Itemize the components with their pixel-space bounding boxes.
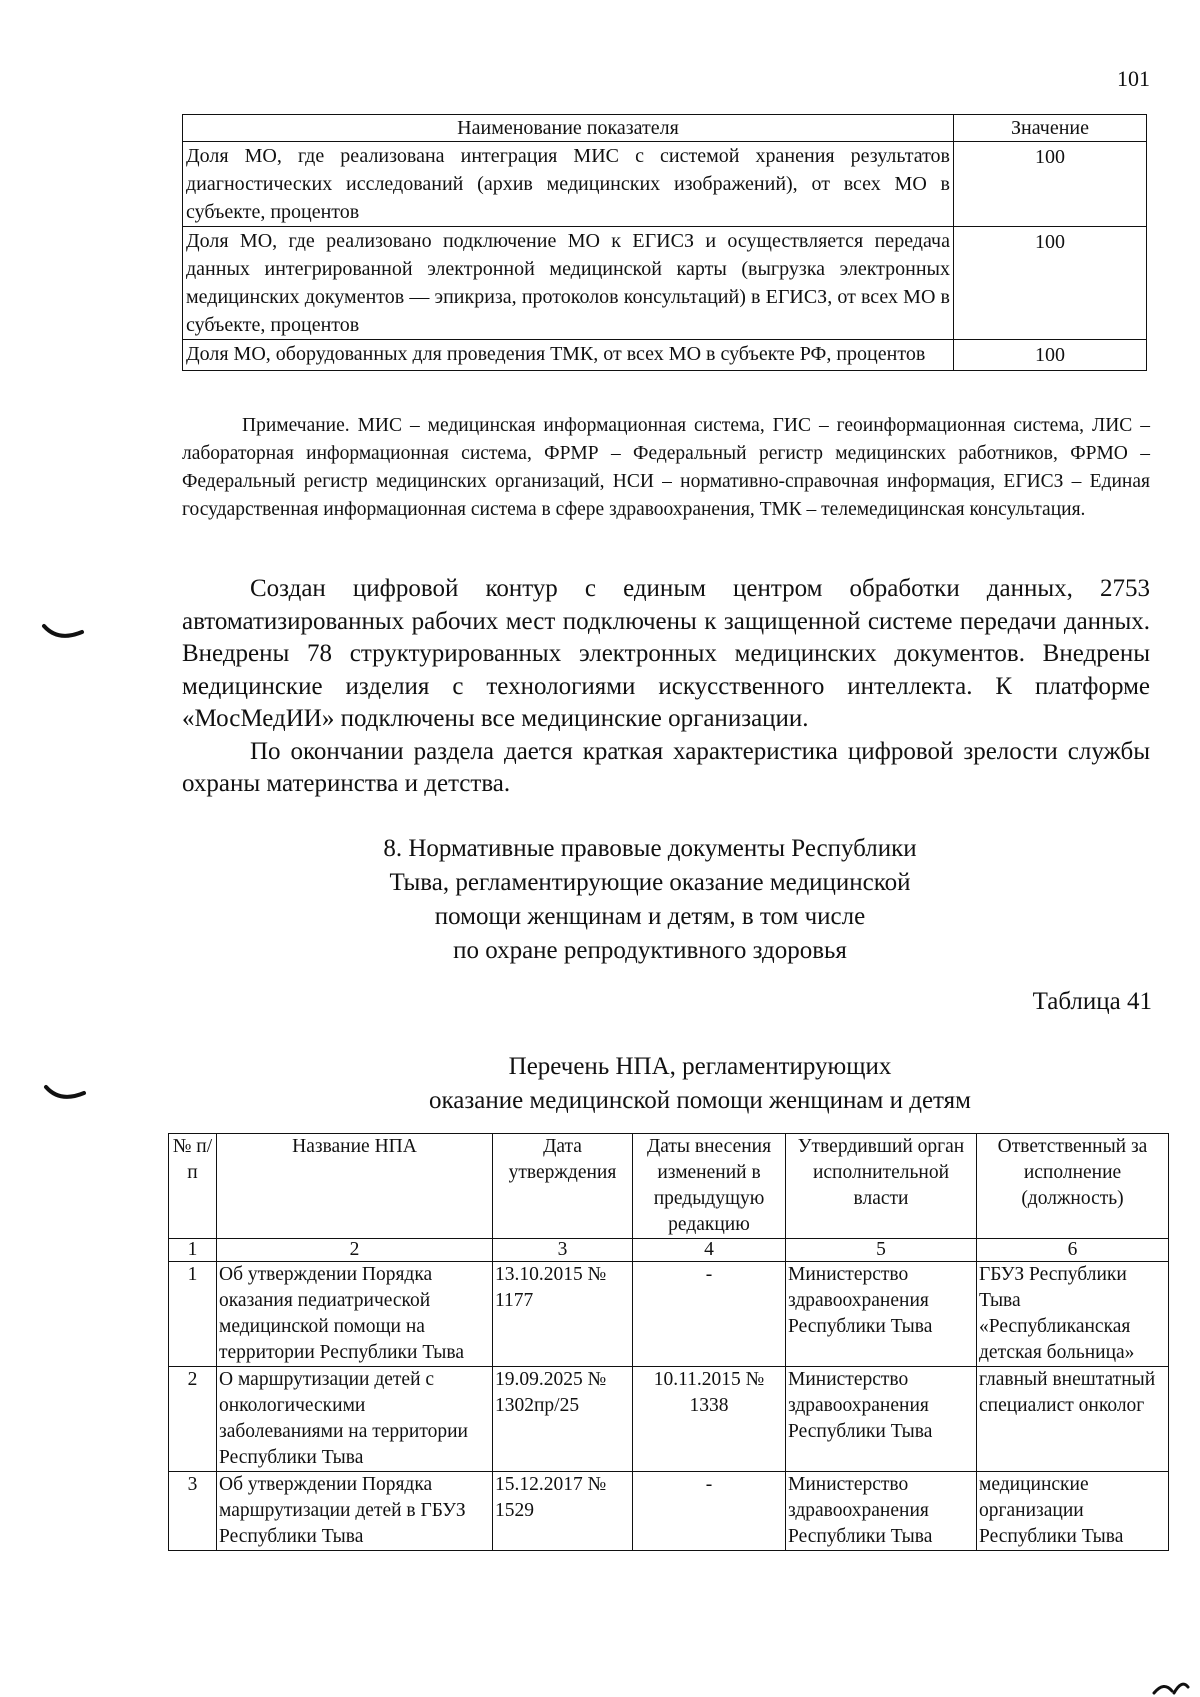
responsible-party: ГБУЗ Республики Тыва «Республиканская детская больница» bbox=[977, 1262, 1169, 1367]
column-number: 5 bbox=[786, 1239, 977, 1262]
table-label: Таблица 41 bbox=[1032, 988, 1152, 1015]
indicator-name: Доля МО, где реализована интеграция МИС с системой хранения результатов диагностических исследований (архив медицинских изображений), от всех МО в субъекте, процентов bbox=[183, 142, 954, 227]
indicator-name: Доля МО, оборудованных для проведения ТМК, от всех МО в субъекте РФ, процентов bbox=[183, 340, 954, 371]
section-title-line: Тыва, регламентирующие оказание медицинской bbox=[389, 869, 911, 896]
indicator-value: 100 bbox=[954, 227, 1147, 340]
header-authority: Утвердивший орган исполнительной власти bbox=[786, 1134, 977, 1239]
header-change-dates: Даты внесения изменений в предыдущую редакцию bbox=[633, 1134, 786, 1239]
npa-name: Об утверждении Порядка оказания педиатрической медицинской помощи на территории Республики Тыва bbox=[217, 1262, 493, 1367]
approval-date: 13.10.2015 № 1177 bbox=[493, 1262, 633, 1367]
indicator-value: 100 bbox=[954, 142, 1147, 227]
indicators-table bbox=[182, 114, 1147, 371]
table-row bbox=[169, 1472, 1169, 1551]
table-row bbox=[169, 1367, 1169, 1472]
change-dates: - bbox=[633, 1472, 786, 1551]
column-numbers-row bbox=[169, 1239, 1169, 1262]
table-row bbox=[183, 142, 1147, 227]
column-number: 3 bbox=[493, 1239, 633, 1262]
indicator-value: 100 bbox=[954, 340, 1147, 371]
row-number: 3 bbox=[169, 1472, 217, 1551]
section-title-line: 8. Нормативные правовые документы Республики bbox=[383, 835, 917, 862]
table-row bbox=[183, 340, 1147, 371]
header-number: № п/п bbox=[169, 1134, 217, 1239]
column-number: 1 bbox=[169, 1239, 217, 1262]
margin-scan-mark bbox=[40, 622, 86, 644]
section-title-line: по охране репродуктивного здоровья bbox=[453, 937, 847, 964]
approving-authority: Министерство здравоохранения Республики Тыва bbox=[786, 1472, 977, 1551]
paragraph-digital-circuit: Создан цифровой контур с единым центром обработки данных, 2753 автоматизированных рабочих мест подключены к защищенной системе передачи данных. Внедрены 78 структурированных электронных медицинских документов. Внедрены медицинские изделия с технологиями искусственного интеллекта. К платформе «МосМедИИ» подключены все медицинские организации. bbox=[182, 575, 1150, 732]
column-number: 6 bbox=[977, 1239, 1169, 1262]
column-number: 2 bbox=[217, 1239, 493, 1262]
approving-authority: Министерство здравоохранения Республики Тыва bbox=[786, 1262, 977, 1367]
npa-table bbox=[168, 1133, 1169, 1551]
change-dates: - bbox=[633, 1262, 786, 1367]
paragraph-section-summary: По окончании раздела дается краткая характеристика цифровой зрелости службы охраны материнства и детства. bbox=[182, 737, 1150, 797]
header-npa-name: Название НПА bbox=[217, 1134, 493, 1239]
npa-name: Об утверждении Порядка маршрутизации детей в ГБУЗ Республики Тыва bbox=[217, 1472, 493, 1551]
table-title-line: Перечень НПА, регламентирующих bbox=[508, 1053, 892, 1080]
column-number: 4 bbox=[633, 1239, 786, 1262]
approval-date: 15.12.2017 № 1529 bbox=[493, 1472, 633, 1551]
section-title-line: помощи женщинам и детям, в том числе bbox=[434, 903, 866, 930]
approving-authority: Министерство здравоохранения Республики Тыва bbox=[786, 1367, 977, 1472]
table-row bbox=[183, 227, 1147, 340]
header-responsible: Ответственный за исполнение (должность) bbox=[977, 1134, 1169, 1239]
npa-name: О маршрутизации детей с онкологическими заболеваниями на территории Республики Тыва bbox=[217, 1367, 493, 1472]
body-text bbox=[182, 573, 1150, 801]
table-title-line: оказание медицинской помощи женщинам и детям bbox=[429, 1087, 971, 1114]
table-header-row bbox=[169, 1134, 1169, 1239]
responsible-party: главный внештатный специалист онколог bbox=[977, 1367, 1169, 1472]
table-header-row bbox=[183, 115, 1147, 142]
change-dates: 10.11.2015 № 1338 bbox=[633, 1367, 786, 1472]
header-approval-date: Дата утверждения bbox=[493, 1134, 633, 1239]
corner-scan-mark bbox=[1150, 1675, 1190, 1695]
abbreviations-note: Примечание. МИС – медицинская информационная система, ГИС – геоинформационная система, ЛИС – лабораторная информационная система, ФРМР – Федеральный регистр медицинских работников, ФРМО – Федеральный регистр медицинских организаций, НСИ – нормативно-справочная информация, ЕГИСЗ – Единая государственная информационная система в сфере здравоохранения, ТМК – телемедицинская консультация. bbox=[182, 415, 1150, 520]
table-row bbox=[169, 1262, 1169, 1367]
row-number: 1 bbox=[169, 1262, 217, 1367]
indicator-name: Доля МО, где реализовано подключение МО к ЕГИСЗ и осуществляется передача данных интегрированной электронной медицинской карты (выгрузка электронных медицинских документов — эпикриза, протоколов консультаций) в ЕГИСЗ, от всех МО в субъекте, процентов bbox=[183, 227, 954, 340]
margin-scan-mark bbox=[42, 1083, 88, 1105]
responsible-party: медицинские организации Республики Тыва bbox=[977, 1472, 1169, 1551]
row-number: 2 bbox=[169, 1367, 217, 1472]
header-value: Значение bbox=[954, 115, 1147, 142]
table-title bbox=[250, 1050, 1150, 1118]
section-title bbox=[300, 832, 1000, 968]
page-number: 101 bbox=[1117, 66, 1150, 91]
approval-date: 19.09.2025 № 1302пр/25 bbox=[493, 1367, 633, 1472]
header-indicator-name: Наименование показателя bbox=[183, 115, 954, 142]
